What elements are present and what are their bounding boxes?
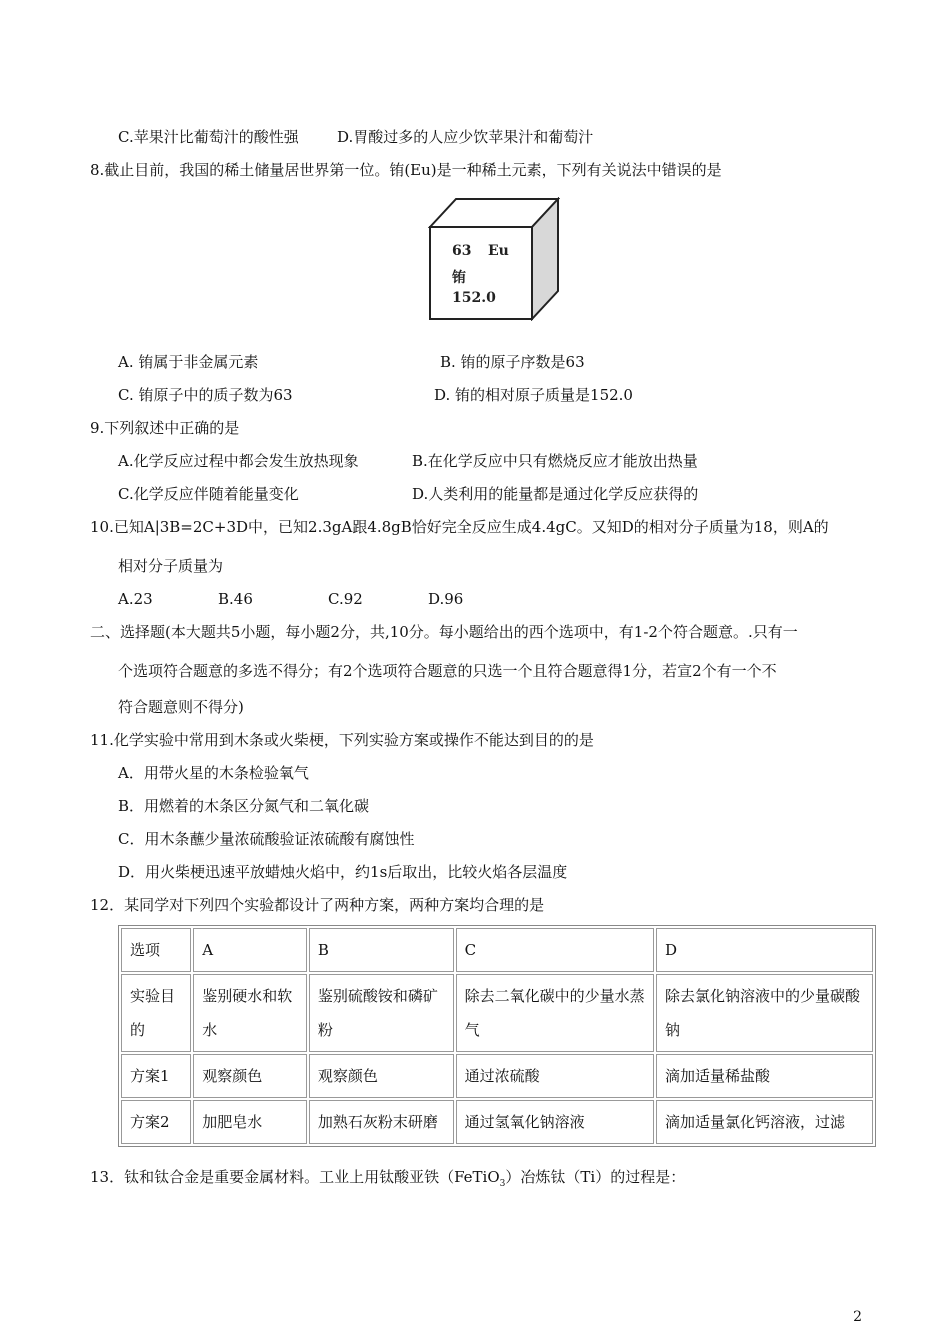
q11-option-c: C．用木条蘸少量浓硫酸验证浓硫酸有腐蚀性 xyxy=(118,830,415,848)
table-cell: A xyxy=(193,928,307,972)
q11-stem: 11.化学实验中常用到木条或火柴梗，下列实验方案或操作不能达到目的的是 xyxy=(90,731,594,749)
table-cell: 实验目的 xyxy=(121,974,191,1052)
table-cell: 方案2 xyxy=(121,1100,191,1144)
section2-line2: 个选项符合题意的多选不得分；有2个选项符合题意的只选一个且符合题意得1分，若宣2个有一个不 xyxy=(118,662,777,680)
table-cell: C xyxy=(456,928,654,972)
q11-option-b: B．用燃着的木条区分氮气和二氧化碳 xyxy=(118,797,370,815)
table-cell: 滴加适量稀盐酸 xyxy=(656,1054,873,1098)
table-cell: 滴加适量氯化钙溶液，过滤 xyxy=(656,1100,873,1144)
element-cell-europium xyxy=(428,197,560,321)
q13-stem-text-b: ）冶炼钛（Ti）的过程是： xyxy=(505,1168,686,1186)
q8-option-a: A. 铕属于非金属元素 xyxy=(118,353,259,371)
q10-option-b: B.46 xyxy=(218,590,253,608)
q9-option-c: C.化学反应伴随着能量变化 xyxy=(118,485,299,503)
q8-option-b: B. 铕的原子序数是63 xyxy=(440,353,585,371)
table-cell: D xyxy=(656,928,873,972)
table-cell: B xyxy=(309,928,454,972)
table-row xyxy=(121,928,873,972)
q9-option-b: B.在化学反应中只有燃烧反应才能放出热量 xyxy=(412,452,698,470)
section2-line1: 二、选择题(本大题共5小题，每小题2分，共,10分。每小题给出的西个选项中，有1-2个符合题意。.只有一 xyxy=(90,623,798,641)
table-cell: 加肥皂水 xyxy=(193,1100,307,1144)
q10-stem-line1: 10.已知A|3B=2C+3D中，已知2.3gA跟4.8gB恰好完全反应生成4.4gC。又知D的相对分子质量为18，则A的 xyxy=(90,518,829,536)
element-symbol: Eu xyxy=(488,243,509,259)
q11-option-a: A．用带火星的木条检验氧气 xyxy=(118,764,309,782)
q13-stem-text-a: 13．钛和钛合金是重要金属材料。工业上用钛酸亚铁（FeTiO xyxy=(90,1168,500,1186)
q13-subscript: 3 xyxy=(499,1179,506,1189)
q10-option-d: D.96 xyxy=(428,590,464,608)
table-cell: 方案1 xyxy=(121,1054,191,1098)
q12-stem: 12．某同学对下列四个实验都设计了两种方案，两种方案均合理的是 xyxy=(90,896,545,914)
q8-stem: 8.截止目前，我国的稀土储量居世界第一位。铕(Eu)是一种稀土元素，下列有关说法中错误的是 xyxy=(90,161,722,179)
table-cell: 除去二氧化碳中的少量水蒸气 xyxy=(456,974,654,1052)
table-row xyxy=(121,974,873,1052)
table-row xyxy=(121,1100,873,1144)
q7-option-d: D.胃酸过多的人应少饮苹果汁和葡萄汁 xyxy=(337,128,594,146)
q9-option-d: D.人类利用的能量都是通过化学反应获得的 xyxy=(412,485,699,503)
table-cell: 选项 xyxy=(121,928,191,972)
q9-stem: 9.下列叙述中正确的是 xyxy=(90,419,240,437)
section2-line3: 符合题意则不得分) xyxy=(118,698,244,716)
table-cell: 鉴别硬水和软水 xyxy=(193,974,307,1052)
table-cell: 鉴别硫酸铵和磷矿粉 xyxy=(309,974,454,1052)
page-number: 2 xyxy=(853,1309,862,1325)
table-cell: 观察颜色 xyxy=(309,1054,454,1098)
q13-stem xyxy=(90,1167,685,1194)
atomic-mass: 152.0 xyxy=(452,290,496,306)
q10-option-c: C.92 xyxy=(328,590,363,608)
q8-option-c: C. 铕原子中的质子数为63 xyxy=(118,386,293,404)
atomic-number: 63 xyxy=(452,243,472,259)
q7-option-c: C.苹果汁比葡萄汁的酸性强 xyxy=(118,128,299,146)
q8-option-d: D. 铕的相对原子质量是152.0 xyxy=(434,386,633,404)
experiment-table xyxy=(118,925,876,1147)
q11-option-d: D．用火柴梗迅速平放蜡烛火焰中，约1s后取出，比较火焰各层温度 xyxy=(118,863,568,881)
table-cell: 通过浓硫酸 xyxy=(456,1054,654,1098)
q10-stem-line2: 相对分子质量为 xyxy=(118,557,224,575)
table-cell: 除去氯化钠溶液中的少量碳酸钠 xyxy=(656,974,873,1052)
q9-option-a: A.化学反应过程中都会发生放热现象 xyxy=(118,452,359,470)
table-row xyxy=(121,1054,873,1098)
table-cell: 通过氢氧化钠溶液 xyxy=(456,1100,654,1144)
q10-option-a: A.23 xyxy=(118,590,153,608)
element-name: 铕 xyxy=(452,270,466,286)
table-cell: 观察颜色 xyxy=(193,1054,307,1098)
table-cell: 加熟石灰粉末研磨 xyxy=(309,1100,454,1144)
